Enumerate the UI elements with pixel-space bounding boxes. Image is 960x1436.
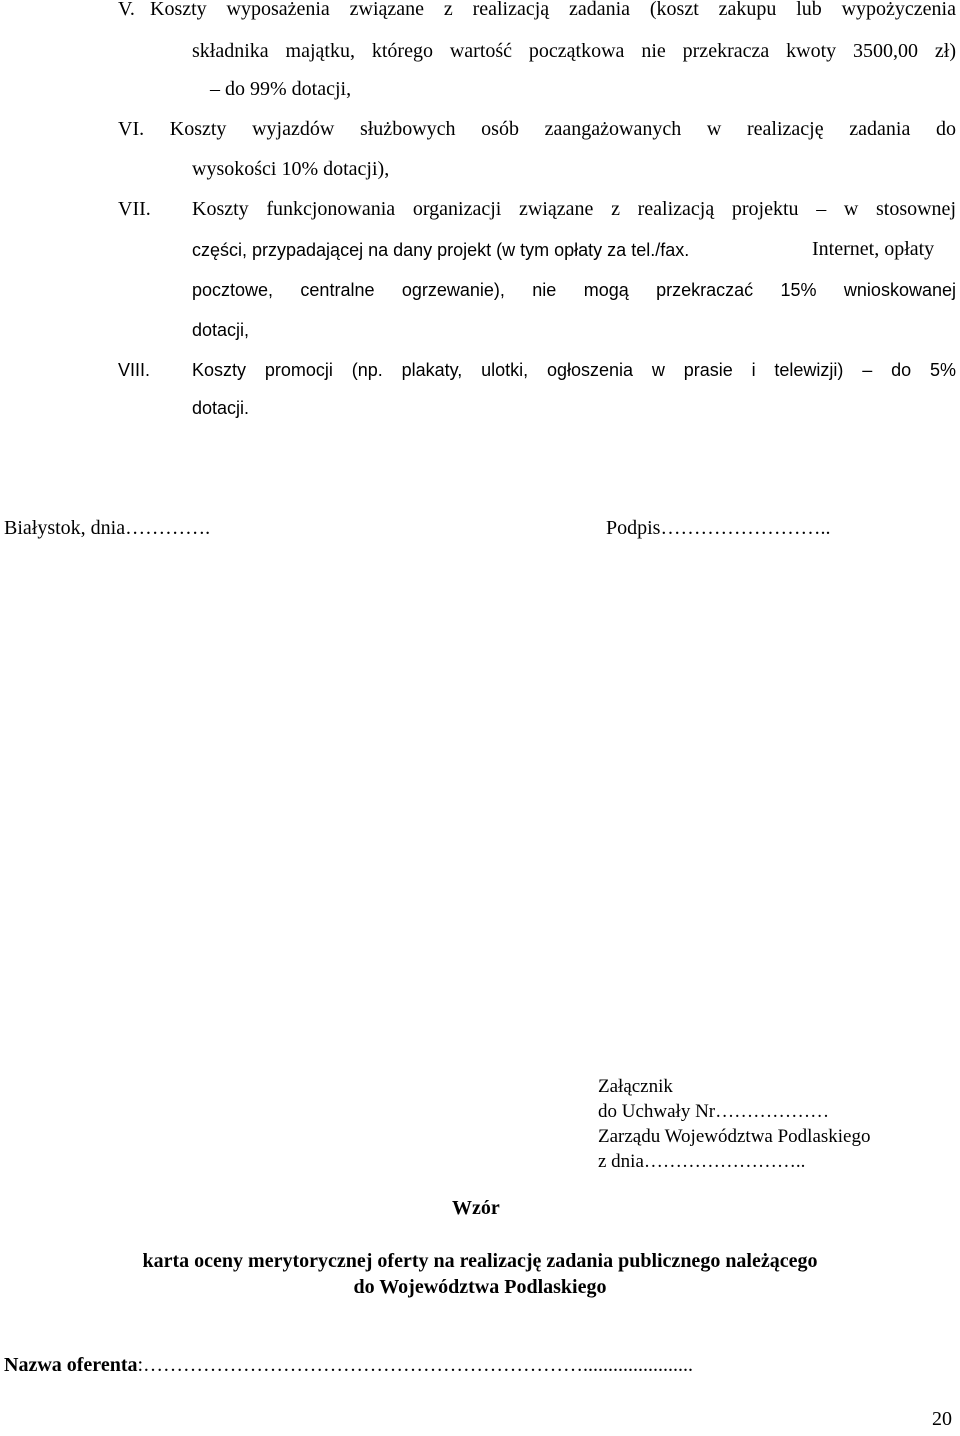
applicant-row <box>4 1354 693 1377</box>
annex-line-4: z dnia…………………….. <box>598 1151 806 1172</box>
annex-line-3: Zarządu Województwa Podlaskiego <box>598 1126 871 1147</box>
form-label: Wzór <box>452 1197 500 1219</box>
list-number-vii: VII. <box>118 198 151 220</box>
list-number-viii: VIII. <box>118 360 151 380</box>
list-item-vi-line-1: VI. Koszty wyjazdów służbowych osób zaangażowanych w realizację zadania do <box>118 118 956 140</box>
signature-field: Podpis…………………….. <box>606 517 831 539</box>
form-title-line-2: do Województwa Podlaskiego <box>353 1276 607 1298</box>
place-date-field: Białystok, dnia…………. <box>4 517 211 539</box>
list-item-v-line-3: – do 99% dotacji, <box>210 78 352 100</box>
list-item-viii-line-2: dotacji. <box>192 398 250 418</box>
list-item-vii-line-2: części, przypadającej na dany projekt (w tym opłaty za tel./fax. <box>192 240 690 260</box>
list-number-v: V. <box>118 0 135 20</box>
page-number: 20 <box>932 1408 952 1430</box>
form-title-line-1: karta oceny merytorycznej oferty na realizację zadania publicznego należącego <box>142 1250 818 1272</box>
list-item-vi-line-2: wysokości 10% dotacji), <box>192 158 390 180</box>
list-item-v-line-2: składnika majątku, którego wartość początkowa nie przekracza kwoty 3500,00 zł) <box>192 40 956 62</box>
list-item-vii-line-4: dotacji, <box>192 320 250 340</box>
list-item-vii-line-2b: Internet, opłaty <box>812 238 935 260</box>
list-item-vii-line-3: pocztowe, centralne ogrzewanie), nie mogą przekraczać 15% wnioskowanej <box>192 280 956 300</box>
applicant-label: Nazwa oferenta <box>4 1354 138 1376</box>
applicant-value[interactable]: :…………………………………………………………...................... <box>137 1354 694 1376</box>
annex-line-1: Załącznik <box>598 1076 673 1097</box>
list-item-viii-line-1: Koszty promocji (np. plakaty, ulotki, ogłoszenia w prasie i telewizji) – do 5% <box>192 360 956 380</box>
list-item-v-line-1: Koszty wyposażenia związane z realizacją zadania (koszt zakupu lub wypożyczenia <box>150 0 956 20</box>
list-item-vii-line-1: Koszty funkcjonowania organizacji związane z realizacją projektu – w stosownej <box>192 198 956 220</box>
annex-line-2: do Uchwały Nr……………… <box>598 1101 830 1122</box>
